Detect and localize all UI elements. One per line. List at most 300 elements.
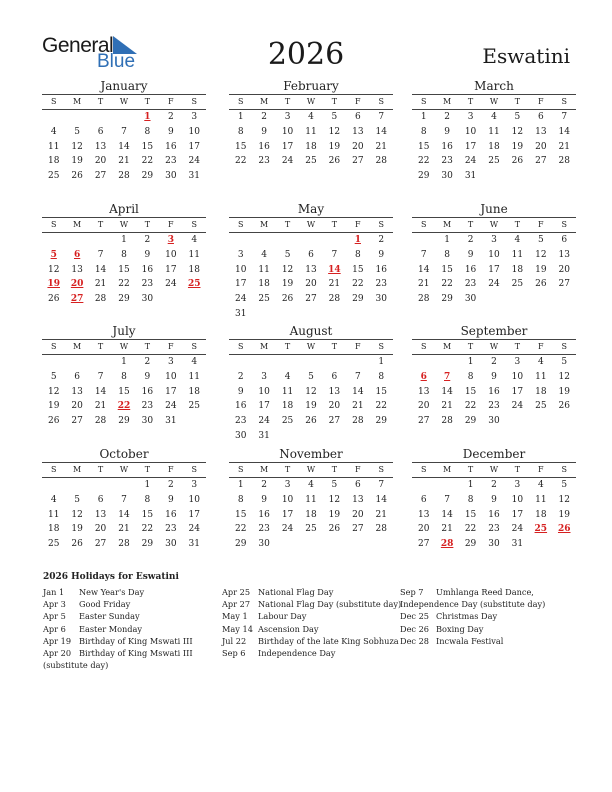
weekday-label: S [237,97,244,106]
weekday-label: S [378,465,384,474]
day-cell: 10 [165,249,177,260]
day-cell: 9 [261,494,267,505]
week-row [229,140,393,155]
day-cell [346,355,369,370]
day-cell: 12 [535,249,547,260]
day-cell: 12 [558,494,570,505]
holiday-date: Dec 26 [400,623,430,634]
day-cell: 13 [94,509,107,520]
month-name: January [100,79,148,93]
weekday-label: F [538,97,544,106]
weekday-label: S [561,342,567,351]
day-cell: 28 [328,294,341,305]
day-cell: 17 [511,386,524,397]
day-cell: 30 [165,171,177,182]
week-row [412,493,576,508]
day-cell: 7 [331,249,338,260]
weekday-header [229,218,393,233]
day-cell: 13 [305,264,317,275]
month-grid [42,217,206,307]
day-cell: 4 [191,357,198,367]
week-row [42,355,206,370]
day-cell: 18 [511,264,524,275]
day-cell: 4 [537,480,544,490]
day-cell: 4 [537,357,544,367]
day-cell: 9 [167,126,174,137]
day-cell: 20 [558,264,570,275]
week-row [412,355,576,370]
holiday-name: National Flag Day [258,587,334,597]
day-cell: 3 [467,112,474,122]
holiday-date: Jan 1 [43,587,65,597]
day-cell: 21 [94,279,107,290]
day-cell: 1 [467,357,474,367]
day-cell [276,307,299,322]
month-grid [229,462,393,552]
day-cell: 7 [121,126,127,137]
day-cell: 19 [328,509,341,520]
day-cell: 11 [511,249,524,260]
day-cell: 7 [121,494,127,505]
holiday-day-cell: 7 [444,371,451,382]
day-cell [299,537,322,552]
day-cell: 6 [97,494,104,505]
day-cell: 27 [352,524,364,535]
day-cell: 17 [165,386,177,397]
day-cell: 31 [258,430,270,441]
day-cell: 5 [308,371,314,382]
day-cell [276,233,299,248]
day-cell: 31 [188,171,200,182]
holiday-entry [400,635,545,647]
day-cell: 23 [141,279,154,290]
day-cell [89,233,112,248]
day-cell: 20 [417,524,430,535]
month-july [42,324,206,429]
holiday-name: National Flag Day (substitute day) [258,599,402,610]
weekday-label: F [355,97,361,106]
day-cell [346,537,369,552]
day-cell: 5 [514,112,521,122]
day-cell: 30 [258,539,270,550]
day-cell [370,429,393,444]
day-cell: 26 [47,416,60,427]
week-row [229,493,393,508]
day-cell: 27 [417,539,430,550]
day-cell: 10 [281,494,294,505]
week-row [412,277,576,292]
day-cell: 16 [441,141,453,152]
day-cell: 15 [118,386,130,397]
week-row [412,522,576,537]
day-cell: 1 [237,480,244,490]
day-cell: 6 [561,235,568,245]
holiday-name: Good Friday [79,599,131,610]
day-cell: 21 [417,279,430,290]
weekday-label: W [489,342,499,351]
day-cell: 14 [352,386,364,397]
week-row [229,248,393,263]
day-cell: 10 [188,494,200,505]
weekday-label: F [538,220,544,229]
weekday-label: T [331,220,338,229]
day-cell: 26 [71,171,83,182]
day-cell: 7 [378,480,385,490]
week-row [229,110,393,125]
holiday-date: Apr 3 [43,599,66,610]
day-cell: 28 [94,294,107,305]
holiday-date: Sep 7 [400,587,424,597]
day-cell: 14 [417,264,430,275]
day-cell: 5 [50,371,57,382]
day-cell: 12 [558,371,570,382]
week-row [229,399,393,414]
day-cell: 14 [441,386,453,397]
day-cell: 12 [281,264,294,275]
day-cell [553,169,576,184]
holiday-day-cell: 1 [354,235,361,245]
weekday-label: T [331,465,338,474]
day-cell: 7 [354,371,361,382]
day-cell: 2 [467,235,474,245]
weekday-label: S [191,465,197,474]
day-cell: 1 [121,235,127,245]
month-grid [412,462,576,552]
holiday-name: Ascension Day [258,623,319,634]
day-cell [506,169,529,184]
weekday-label: T [97,465,104,474]
weekday-label: F [538,465,544,474]
week-row [42,169,206,184]
day-cell: 19 [71,524,83,535]
day-cell: 27 [305,294,317,305]
day-cell: 30 [375,294,387,305]
day-cell: 17 [281,509,294,520]
day-cell: 16 [258,509,270,520]
month-august [229,324,393,444]
day-cell: 10 [188,126,200,137]
weekday-label: F [355,465,361,474]
day-cell: 24 [165,279,177,290]
day-cell: 18 [535,509,547,520]
day-cell: 6 [74,371,80,382]
day-cell: 8 [121,371,127,382]
holiday-day-cell: 26 [557,524,571,535]
week-row [42,110,206,125]
day-cell: 4 [261,249,267,260]
weekday-label: W [119,342,129,351]
month-grid [229,339,393,444]
day-cell: 21 [441,524,453,535]
day-cell: 26 [47,294,60,305]
day-cell: 19 [305,401,317,412]
day-cell: 13 [328,386,341,397]
day-cell: 13 [558,249,570,260]
day-cell: 19 [281,279,294,290]
holiday-name: Birthday of King Mswati III [79,647,193,658]
day-cell: 14 [375,126,387,137]
weekday-label: M [443,465,452,474]
weekday-label: F [355,220,361,229]
day-cell [299,355,322,370]
day-cell [112,110,135,125]
country-title: Eswatini [482,44,570,68]
day-cell: 14 [118,509,130,520]
week-row [412,370,576,385]
week-row [412,478,576,493]
day-cell [370,307,393,322]
day-cell [65,233,88,248]
day-cell: 19 [71,156,83,167]
day-cell: 24 [188,524,200,535]
day-cell: 25 [258,294,270,305]
day-cell [435,355,458,370]
day-cell: 15 [352,264,364,275]
weekday-label: S [50,220,57,229]
day-cell: 10 [488,249,500,260]
day-cell: 2 [237,371,244,382]
month-name: October [99,447,149,461]
day-cell: 5 [537,235,544,245]
day-cell [229,233,252,248]
month-name: August [289,324,333,338]
day-cell: 5 [74,126,80,137]
day-cell: 4 [284,371,291,382]
year-title: 2026 [267,37,345,72]
day-cell: 17 [511,509,524,520]
day-cell: 18 [305,141,317,152]
weekday-label: T [97,342,104,351]
day-cell [529,414,552,429]
weekday-header [229,463,393,478]
day-cell: 3 [167,357,174,367]
day-cell [435,478,458,493]
week-row [229,429,393,444]
day-cell [506,414,529,429]
holiday-day-cell: 28 [440,539,454,550]
weekday-label: T [467,220,474,229]
day-cell: 24 [281,524,294,535]
week-row [229,537,393,552]
day-cell: 25 [305,156,317,167]
day-cell: 6 [354,112,361,122]
day-cell: 4 [491,112,497,122]
weekday-label: M [443,220,452,229]
holiday-entry [400,623,545,635]
day-cell: 17 [234,279,247,290]
day-cell: 23 [464,279,477,290]
day-cell: 1 [467,480,474,490]
day-cell: 21 [328,279,341,290]
day-cell: 15 [141,509,154,520]
holiday-name: Umhlanga Reed Dance, [436,587,534,597]
month-grid [42,94,206,184]
day-cell [42,233,65,248]
day-cell: 24 [165,401,177,412]
month-name: December [462,447,526,461]
holiday-entry [43,623,193,635]
day-cell: 13 [535,126,547,137]
day-cell [323,307,346,322]
holiday-day-cell: 14 [328,264,341,275]
weekday-header [42,95,206,110]
day-cell: 26 [281,294,294,305]
day-cell [65,355,88,370]
day-cell: 6 [331,371,338,382]
month-name: July [112,324,136,338]
day-cell: 5 [561,357,568,367]
day-cell: 8 [378,371,385,382]
day-cell: 4 [50,494,57,505]
day-cell: 4 [191,235,198,245]
weekday-label: F [355,342,361,351]
day-cell: 5 [331,112,338,122]
month-grid [42,339,206,429]
day-cell: 6 [537,112,544,122]
weekday-header [42,463,206,478]
holiday-date: Apr 6 [43,623,66,634]
day-cell: 25 [47,171,60,182]
weekday-label: S [420,342,427,351]
holiday-day-cell: 19 [47,279,60,290]
day-cell: 11 [305,494,317,505]
week-row [42,537,206,552]
day-cell: 2 [444,112,450,122]
day-cell: 12 [71,509,83,520]
day-cell [276,537,299,552]
holiday-day-cell: 22 [117,401,131,412]
weekday-label: S [420,465,427,474]
week-row [412,110,576,125]
weekday-label: S [50,342,57,351]
week-row [229,154,393,169]
weekday-label: T [467,97,474,106]
weekday-header [229,340,393,355]
week-row [42,370,206,385]
day-cell: 16 [141,386,154,397]
weekday-label: T [144,342,151,351]
weekday-label: T [331,97,338,106]
weekday-label: S [378,97,384,106]
weekday-label: S [191,97,197,106]
weekday-label: T [514,342,521,351]
day-cell: 10 [258,386,270,397]
day-cell: 1 [420,112,427,122]
day-cell: 30 [165,539,177,550]
weekday-label: S [420,97,427,106]
week-row [42,140,206,155]
day-cell: 20 [352,509,364,520]
month-january [42,79,206,184]
weekday-label: M [260,97,269,106]
weekday-label: T [514,97,521,106]
day-cell: 18 [281,401,294,412]
day-cell: 9 [144,371,151,382]
day-cell: 29 [352,294,364,305]
holiday-date: Apr 27 [222,599,251,610]
day-cell [346,429,369,444]
holiday-entry [222,610,401,622]
day-cell [299,307,322,322]
day-cell: 6 [97,126,104,137]
day-cell: 16 [488,509,500,520]
day-cell: 27 [352,156,364,167]
day-cell: 11 [305,126,317,137]
day-cell: 5 [74,494,80,505]
day-cell: 15 [234,141,247,152]
day-cell: 9 [491,494,497,505]
day-cell: 3 [284,480,291,490]
day-cell: 24 [488,279,500,290]
holiday-day-cell: 6 [74,249,81,260]
day-cell: 22 [141,156,154,167]
day-cell: 9 [491,371,497,382]
day-cell [252,355,275,370]
weekday-label: M [260,465,269,474]
day-cell: 23 [488,524,500,535]
day-cell: 7 [97,371,104,382]
day-cell: 22 [234,156,247,167]
week-row [412,399,576,414]
weekday-label: M [73,342,82,351]
day-cell: 18 [488,141,500,152]
day-cell: 16 [165,509,177,520]
day-cell: 9 [261,126,267,137]
day-cell: 20 [71,401,83,412]
day-cell: 3 [261,371,267,382]
day-cell: 14 [375,494,387,505]
month-name: February [283,79,339,93]
day-cell: 14 [118,141,130,152]
day-cell: 11 [535,494,547,505]
day-cell: 15 [464,509,477,520]
day-cell: 27 [71,416,83,427]
day-cell: 23 [375,279,387,290]
day-cell: 8 [237,126,244,137]
day-cell: 16 [234,401,247,412]
week-row [229,263,393,278]
month-name: June [480,202,508,216]
weekday-label: M [443,342,452,351]
holiday-entry [43,598,193,610]
holiday-entry [400,610,545,622]
day-cell [299,429,322,444]
day-cell: 31 [464,171,477,182]
day-cell: 20 [417,401,430,412]
day-cell: 14 [94,264,107,275]
day-cell [89,478,112,493]
day-cell: 18 [188,386,200,397]
day-cell: 2 [144,235,151,245]
month-may [229,202,393,322]
week-row [412,414,576,429]
day-cell: 28 [375,524,387,535]
day-cell: 8 [354,249,361,260]
day-cell: 12 [328,494,341,505]
holiday-date: Apr 25 [222,587,251,597]
holiday-date: Dec 28 [400,635,430,646]
day-cell: 31 [234,308,247,319]
day-cell: 16 [488,386,500,397]
holiday-name: Easter Sunday [79,611,140,622]
day-cell: 14 [94,386,107,397]
day-cell: 17 [258,401,270,412]
day-cell: 29 [441,294,453,305]
day-cell: 19 [558,509,570,520]
day-cell: 22 [352,279,364,290]
day-cell: 10 [464,126,477,137]
weekday-label: S [378,220,384,229]
